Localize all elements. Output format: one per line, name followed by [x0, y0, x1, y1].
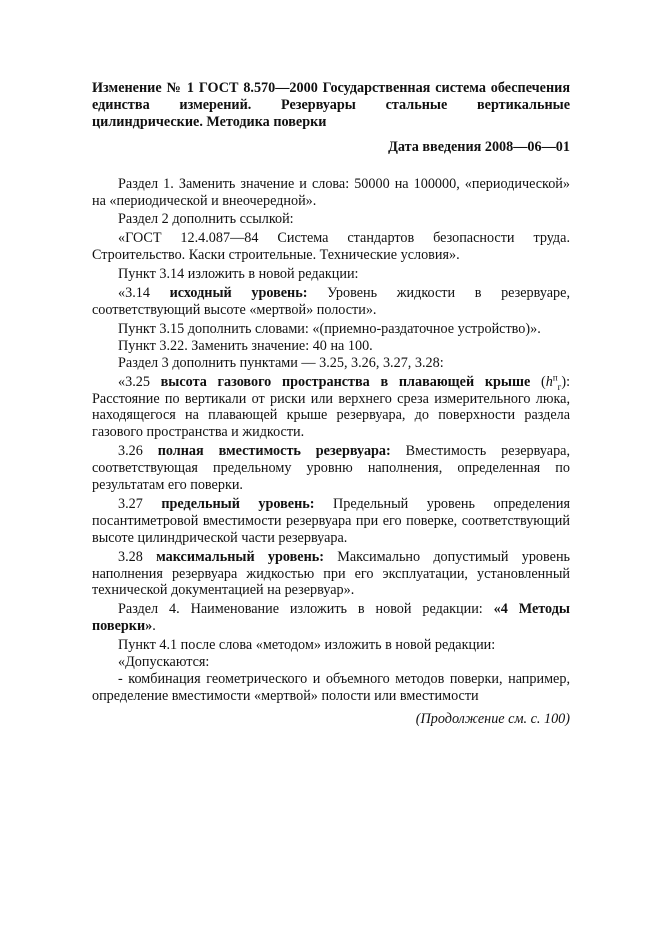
term-full-capacity: полная вместимость резервуара:: [157, 443, 391, 460]
paragraph-item-3-26: 3.26 полная вместимость резервуара: Вместимость резервуара, соответствующая предельному уровню наполнения, определенная по результатам его поверки.: [92, 443, 571, 494]
paragraph-item-3-14-intro: Пункт 3.14 изложить в новой редакции:: [118, 266, 359, 283]
paragraph-section-4: Раздел 4. Наименование изложить в новой редакции: «4 Методы поверки».: [92, 601, 570, 635]
paragraph-item-3-28: 3.28 максимальный уровень: Максимально допустимый уровень наполнения резервуара жидкостью при его эксплуатации, установленный технической документацией на резервуар».: [92, 548, 571, 599]
paragraph-section-1: Раздел 1. Заменить значение и слова: 50000 на 100000, «периодической» на «периодической и внеочередной».: [92, 175, 570, 209]
term-gas-space-height: высота газового пространства в плавающей крыше: [160, 373, 531, 390]
document-title: Изменение № 1 ГОСТ 8.570—2000 Государственная система обеспечения единства измерений. Резервуары стальные вертикальные цилиндрические. Методика поверки: [92, 80, 570, 130]
term-initial-level: исходный уровень:: [169, 285, 308, 302]
symbol-h: h: [545, 373, 553, 390]
document-page: [92, 80, 570, 728]
section-4-new-title: «4 Методы поверки»: [92, 601, 570, 635]
paragraph-allowed: «Допускаются:: [118, 654, 210, 671]
paragraph-combination: - комбинация геометрического и объемного методов поверки, например, определение вместимости «мертвой» полости или вместимости: [92, 671, 570, 704]
paragraph-gost-reference: «ГОСТ 12.4.087—84 Система стандартов безопасности труда. Строительство. Каски строительные. Технические условия».: [92, 230, 570, 264]
paragraph-item-3-14: «3.14 исходный уровень: Уровень жидкости в резервуаре, соответствующий высоте «мертвой» полости».: [92, 285, 570, 318]
paragraph-item-3-27: 3.27 предельный уровень: Предельный уровень определения посантиметровой вместимости резервуара при его поверке, соответствующий высоте цилиндрической части резервуара.: [92, 495, 571, 546]
paragraph-item-4-1: Пункт 4.1 после слова «методом» изложить в новой редакции:: [118, 637, 496, 654]
document-body: [92, 176, 570, 705]
paragraph-item-3-15: Пункт 3.15 дополнить словами: «(приемно-раздаточное устройство)».: [118, 320, 541, 337]
paragraph-section-3-additions: Раздел 3 дополнить пунктами — 3.25, 3.26, 3.27, 3.28:: [118, 354, 444, 371]
term-limit-level: предельный уровень:: [161, 495, 315, 512]
effective-date: Дата введения 2008—06—01: [388, 138, 570, 155]
paragraph-item-3-22: Пункт 3.22. Заменить значение: 40 на 100.: [118, 337, 373, 354]
paragraph-item-3-25: «3.25 высота газового пространства в плавающей крыше $(h^п_г)$: Расстояние по вертикали от риски или верхнего среза измерительного люка, находящегося на плавающей крыше резервуара, до поверхности раздела газового пространства и жидкости.: [92, 371, 571, 441]
term-max-level: максимальный уровень:: [156, 548, 324, 565]
paragraph-section-2: Раздел 2 дополнить ссылкой:: [118, 211, 294, 228]
continuation-note: (Продолжение см. с. 100): [415, 710, 570, 727]
symbol-subscript: г: [557, 381, 562, 392]
symbol-superscript: п: [552, 371, 558, 382]
